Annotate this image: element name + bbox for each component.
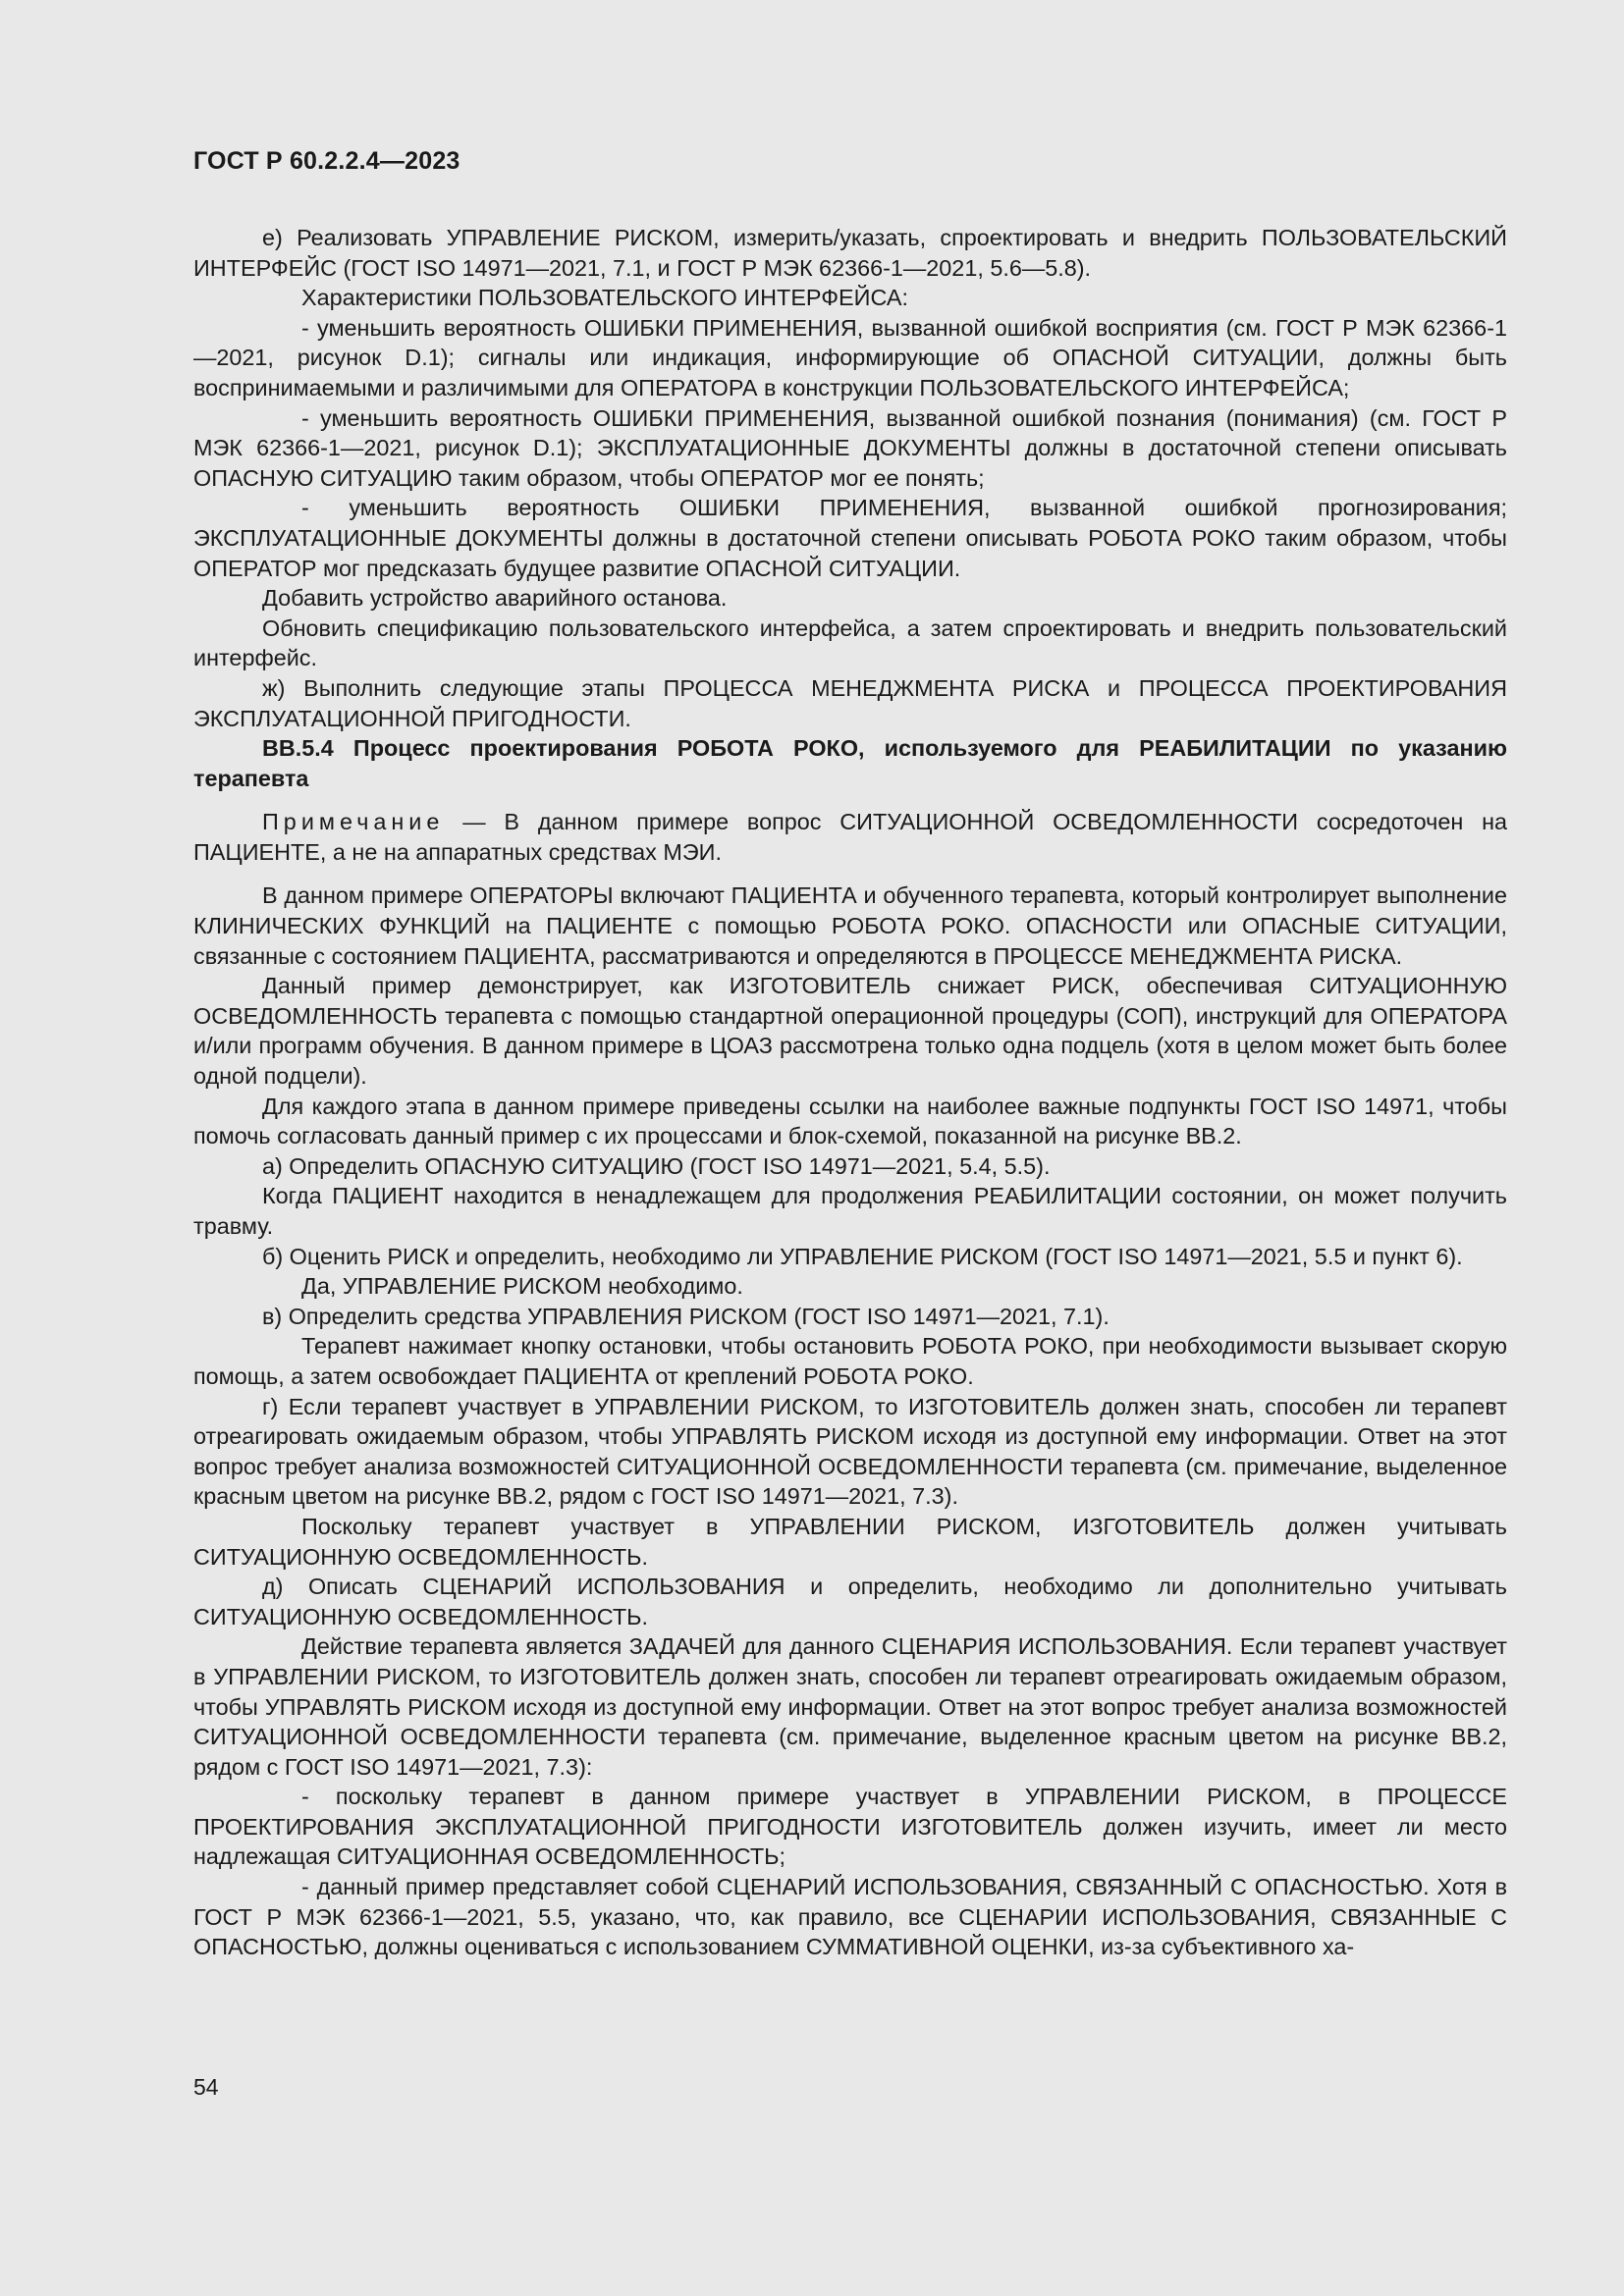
list-item-therapist-risk: - поскольку терапевт в данном примере участвует в УПРАВЛЕНИИ РИСКОМ, в ПРОЦЕССЕ ПРОЕКТИРОВАНИЯ ЭКСПЛУАТАЦИОННОЙ ПРИГОДНОСТИ ИЗГОТОВИТЕЛЬ должен изучить, имеет ли место надлежащая СИТУАЦИОННАЯ ОСВЕДОМЛЕННОСТЬ; [193,1784,1507,1870]
paragraph-v-detail: Терапевт нажимает кнопку остановки, чтобы остановить РОБОТА РОКО, при необходимости вызывает скорую помощь, а затем освобождает ПАЦИЕНТА от креплений РОБОТА РОКО. [193,1333,1507,1389]
paragraph-ui-characteristics: Характеристики ПОЛЬЗОВАТЕЛЬСКОГО ИНТЕРФЕЙСА: [301,285,908,311]
list-item-prediction-error: - уменьшить вероятность ОШИБКИ ПРИМЕНЕНИЯ, вызванной ошибкой прогнозирования; ЭКСПЛУАТАЦИОННЫЕ ДОКУМЕНТЫ должны в достаточной степени описывать РОБОТА РОКО таким образом, чтобы ОПЕРАТОР мог предсказать будущее развитие ОПАСНОЙ СИТУАЦИИ. [193,495,1507,581]
note-paragraph [193,807,1507,867]
list-item-use-scenario: - данный пример представляет собой СЦЕНАРИЙ ИСПОЛЬЗОВАНИЯ, СВЯЗАННЫЙ С ОПАСНОСТЬЮ. Хотя в ГОСТ Р МЭК 62366-1—2021, 5.5, указано, что, как правило, все СЦЕНАРИИ ИСПОЛЬЗОВАНИЯ, СВЯЗАННЫЕ С ОПАСНОСТЬЮ, должны оцениваться с использованием СУММАТИВНОЙ ОЦЕНКИ, из-за субъективного ха- [193,1874,1507,1960]
list-item-perception-error: - уменьшить вероятность ОШИБКИ ПРИМЕНЕНИЯ, вызванной ошибкой восприятия (см. ГОСТ Р МЭК 62366-1—2021, рисунок D.1); сигналы или индикация, информирующие об ОПАСНОЙ СИТУАЦИИ, должны быть воспринимаемыми и различимыми для ОПЕРАТОРА в конструкции ПОЛЬЗОВАТЕЛЬСКОГО ИНТЕРФЕЙСА; [193,314,1507,400]
paragraph-zh: ж) Выполнить следующие этапы ПРОЦЕССА МЕНЕДЖМЕНТА РИСКА и ПРОЦЕССА ПРОЕКТИРОВАНИЯ ЭКСПЛУАТАЦИОННОЙ ПРИГОДНОСТИ. [193,674,1507,731]
paragraph-g: г) Если терапевт участвует в УПРАВЛЕНИИ РИСКОМ, то ИЗГОТОВИТЕЛЬ должен знать, способен ли терапевт отреагировать ожидаемым образом, чтобы УПРАВЛЯТЬ РИСКОМ исходя из доступной ему информации. Ответ на этот вопрос требует анализа возможностей СИТУАЦИОННОЙ ОСВЕДОМЛЕННОСТИ терапевта (см. примечание, выделенное красным цветом на рисунке ВВ.2, рядом с ГОСТ ISO 14971—2021, 7.3). [193,1393,1507,1510]
document-header-title: ГОСТ Р 60.2.2.4—2023 [193,147,460,175]
note-text: — В данном примере вопрос СИТУАЦИОННОЙ ОСВЕДОМЛЕННОСТИ сосредоточен на ПАЦИЕНТЕ, а не на аппаратных средствах МЭИ. [193,809,1507,865]
paragraph-d-detail: Действие терапевта является ЗАДАЧЕЙ для данного СЦЕНАРИЯ ИСПОЛЬЗОВАНИЯ. Если терапевт участвует в УПРАВЛЕНИИ РИСКОМ, то ИЗГОТОВИТЕЛЬ должен знать, способен ли терапевт отреагировать ожидаемым образом, чтобы УПРАВЛЯТЬ РИСКОМ исходя из доступной ему информации. Ответ на этот вопрос требует анализа возможностей СИТУАЦИОННОЙ ОСВЕДОМЛЕННОСТИ терапевта (см. примечание, выделенное красным цветом на рисунке ВВ.2, рядом с ГОСТ ISO 14971—2021, 7.3): [193,1633,1507,1780]
list-item-cognition-error: - уменьшить вероятность ОШИБКИ ПРИМЕНЕНИЯ, вызванной ошибкой познания (понимания) (см. ГОСТ Р МЭК 62366-1—2021, рисунок D.1); ЭКСПЛУАТАЦИОННЫЕ ДОКУМЕНТЫ должны в достаточной степени описывать ОПАСНУЮ СИТУАЦИЮ таким образом, чтобы ОПЕРАТОР мог ее понять; [193,404,1507,491]
paragraph-example-demo: Данный пример демонстрирует, как ИЗГОТОВИТЕЛЬ снижает РИСК, обеспечивая СИТУАЦИОННУЮ ОСВЕДОМЛЕННОСТЬ терапевта с помощью стандартной операционной процедуры (СОП), инструкций для ОПЕРАТОРА и/или программ обучения. В данном примере в ЦОАЗ рассмотрена только одна подцель (хотя в целом может быть более одной подцели). [193,973,1507,1090]
paragraph-operators: В данном примере ОПЕРАТОРЫ включают ПАЦИЕНТА и обученного терапевта, который контролирует выполнение КЛИНИЧЕСКИХ ФУНКЦИЙ на ПАЦИЕНТЕ с помощью РОБОТА РОКО. ОПАСНОСТИ или ОПАСНЫЕ СИТУАЦИИ, связанные с состоянием ПАЦИЕНТА, рассматриваются и определяются в ПРОЦЕССЕ МЕНЕДЖМЕНТА РИСКА. [193,882,1507,969]
paragraph-a-detail: Когда ПАЦИЕНТ находится в ненадлежащем для продолжения РЕАБИЛИТАЦИИ состоянии, он может получить травму. [193,1183,1507,1239]
note-label: Примечание [262,809,445,835]
paragraph-references: Для каждого этапа в данном примере приведены ссылки на наиболее важные подпункты ГОСТ ISO 14971, чтобы помочь согласовать данный пример с их процессами и блок-схемой, показанной на рисунке ВВ.2. [193,1093,1507,1149]
paragraph-b: б) Оценить РИСК и определить, необходимо ли УПРАВЛЕНИЕ РИСКОМ (ГОСТ ISO 14971—2021, 5.5 и пункт 6). [262,1243,1463,1269]
paragraph-d: д) Описать СЦЕНАРИЙ ИСПОЛЬЗОВАНИЯ и определить, необходимо ли дополнительно учитывать СИТУАЦИОННУЮ ОСВЕДОМЛЕННОСТЬ. [193,1574,1507,1629]
document-body [193,223,1507,1962]
page-number: 54 [193,2074,219,2100]
paragraph-update-spec: Обновить спецификацию пользовательского интерфейса, а затем спроектировать и внедрить пользовательский интерфейс. [193,614,1507,671]
paragraph-b-detail: Да, УПРАВЛЕНИЕ РИСКОМ необходимо. [301,1273,743,1300]
paragraph-emergency-stop: Добавить устройство аварийного останова. [262,585,728,612]
paragraph-e: е) Реализовать УПРАВЛЕНИЕ РИСКОМ, измерить/указать, спроектировать и внедрить ПОЛЬЗОВАТЕЛЬСКИЙ ИНТЕРФЕЙС (ГОСТ ISO 14971—2021, 7.1, и ГОСТ Р МЭК 62366-1—2021, 5.6—5.8). [193,225,1507,281]
paragraph-v: в) Определить средства УПРАВЛЕНИЯ РИСКОМ (ГОСТ ISO 14971—2021, 7.1). [262,1303,1110,1329]
paragraph-g-detail: Поскольку терапевт участвует в УПРАВЛЕНИИ РИСКОМ, ИЗГОТОВИТЕЛЬ должен учитывать СИТУАЦИОННУЮ ОСВЕДОМЛЕННОСТЬ. [193,1513,1507,1570]
paragraph-a: а) Определить ОПАСНУЮ СИТУАЦИЮ (ГОСТ ISO 14971—2021, 5.4, 5.5). [262,1152,1051,1179]
section-heading-bb-5-4: ВВ.5.4 Процесс проектирования РОБОТА РОКО, используемого для РЕАБИЛИТАЦИИ по указанию терапевта [193,735,1507,791]
